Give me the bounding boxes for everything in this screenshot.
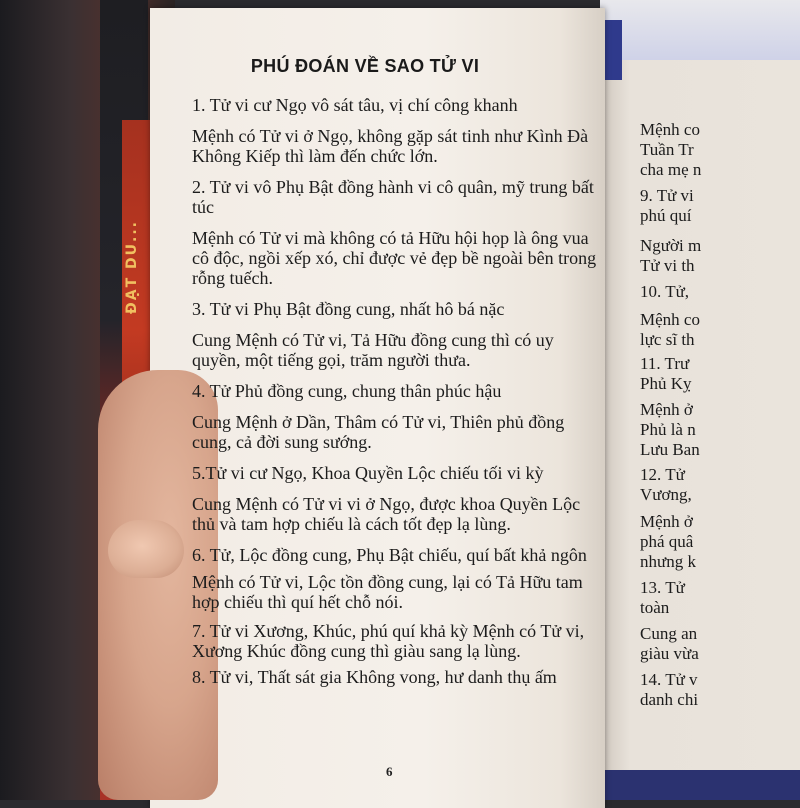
right-text-line: danh chi xyxy=(640,690,699,709)
right-text-line: 12. Tử xyxy=(640,465,685,484)
right-text-line: giàu vừa xyxy=(640,644,699,663)
right-text-line: 11. Trư xyxy=(640,354,690,373)
text-line: 3. Tử vi Phụ Bật đồng cung, nhất hô bá nặc xyxy=(192,299,505,319)
text-line: hợp chiếu thì quí hết chỗ nói. xyxy=(192,592,403,612)
text-line: 2. Tử vi vô Phụ Bật đồng hành vi cô quân, mỹ trung bất xyxy=(192,177,594,197)
right-text-line: Phủ Kỵ xyxy=(640,374,692,393)
page-number: 6 xyxy=(386,764,393,779)
right-text-line: phá quâ xyxy=(640,532,694,551)
text-line: Cung Mệnh có Tử vi, Tả Hữu đồng cung thì có uy xyxy=(192,330,554,350)
right-text-line: lực sĩ th xyxy=(640,330,695,349)
right-text-line: Tử vi th xyxy=(640,256,695,275)
background-top-right xyxy=(600,0,800,60)
right-text-line: Mệnh co xyxy=(640,310,700,329)
text-line: quyền, một tiếng gọi, trăm người thưa. xyxy=(192,350,471,370)
text-line: 5.Tử vi cư Ngọ, Khoa Quyền Lộc chiếu tối vi kỳ xyxy=(192,463,544,483)
text-line: Không Kiếp thì làm đến chức lớn. xyxy=(192,146,438,166)
text-line: Cung Mệnh có Tử vi vi ở Ngọ, được khoa Quyền Lộc xyxy=(192,494,581,514)
right-text-line: Vương, xyxy=(640,485,692,504)
text-line: 7. Tử vi Xương, Khúc, phú quí khả kỳ Mệnh có Tử vi, xyxy=(192,621,585,641)
right-text-line: Mệnh ở xyxy=(640,400,693,419)
right-text-line: Người m xyxy=(640,236,702,255)
text-line: Cung Mệnh ở Dần, Thâm có Tử vi, Thiên phủ đồng xyxy=(192,412,565,432)
text-line: 6. Tử, Lộc đồng cung, Phụ Bật chiếu, quí bất khả ngôn xyxy=(192,545,587,565)
text-line: Xương Khúc đồng cung thì giàu sang lạ lùng. xyxy=(192,641,521,661)
right-text-line: toàn xyxy=(640,598,670,617)
text-line: túc xyxy=(192,197,214,217)
right-text-line: Cung an xyxy=(640,624,698,643)
right-text-line: Lưu Ban xyxy=(640,440,700,459)
right-text-line: 14. Tử v xyxy=(640,670,698,689)
right-text-line: phú quí xyxy=(640,206,692,225)
right-text-line: 10. Tử, xyxy=(640,282,690,301)
right-text-line: Mệnh ở xyxy=(640,512,693,531)
text-line: Mệnh có Tử vi mà không có tả Hữu hội họp là ông vua xyxy=(192,228,589,248)
page-title: PHÚ ĐOÁN VỀ SAO TỬ VI xyxy=(250,56,480,76)
right-text-line: cha mẹ n xyxy=(640,160,702,179)
right-text-line: 9. Tử vi xyxy=(640,186,694,205)
right-text-line: Phủ là n xyxy=(640,420,696,439)
text-line: Mệnh có Tử vi ở Ngọ, không gặp sát tinh như Kình Đà xyxy=(192,126,589,146)
text-line: cô độc, ngồi xếp xó, chỉ được vẻ đẹp bề ngoài bên trong xyxy=(192,248,597,268)
text-line: cung, cả đời sung sướng. xyxy=(192,432,372,452)
text-line: rỗng tuếch. xyxy=(192,268,273,288)
text-line: 8. Tử vi, Thất sát gia Không vong, hư danh thụ ấm xyxy=(192,667,557,687)
right-text-line: Mệnh co xyxy=(640,120,700,139)
text-line: Mệnh có Tử vi, Lộc tồn đồng cung, lại có Tả Hữu tam xyxy=(192,572,583,592)
text-line: 1. Tử vi cư Ngọ vô sát tâu, vị chí công khanh xyxy=(192,95,518,115)
right-text-line: Tuần Tr xyxy=(640,140,694,159)
book-spine-text: ĐẠT DU... xyxy=(124,220,140,314)
right-text-line: nhưng k xyxy=(640,552,696,571)
thumb xyxy=(108,520,184,578)
text-line: 4. Tử Phủ đồng cung, chung thân phúc hậu xyxy=(192,381,502,401)
right-text-line: 13. Tử xyxy=(640,578,685,597)
blue-book-bottom xyxy=(600,770,800,800)
text-line: thủ và tam hợp chiếu là cách tốt đẹp lạ lùng. xyxy=(192,514,511,534)
